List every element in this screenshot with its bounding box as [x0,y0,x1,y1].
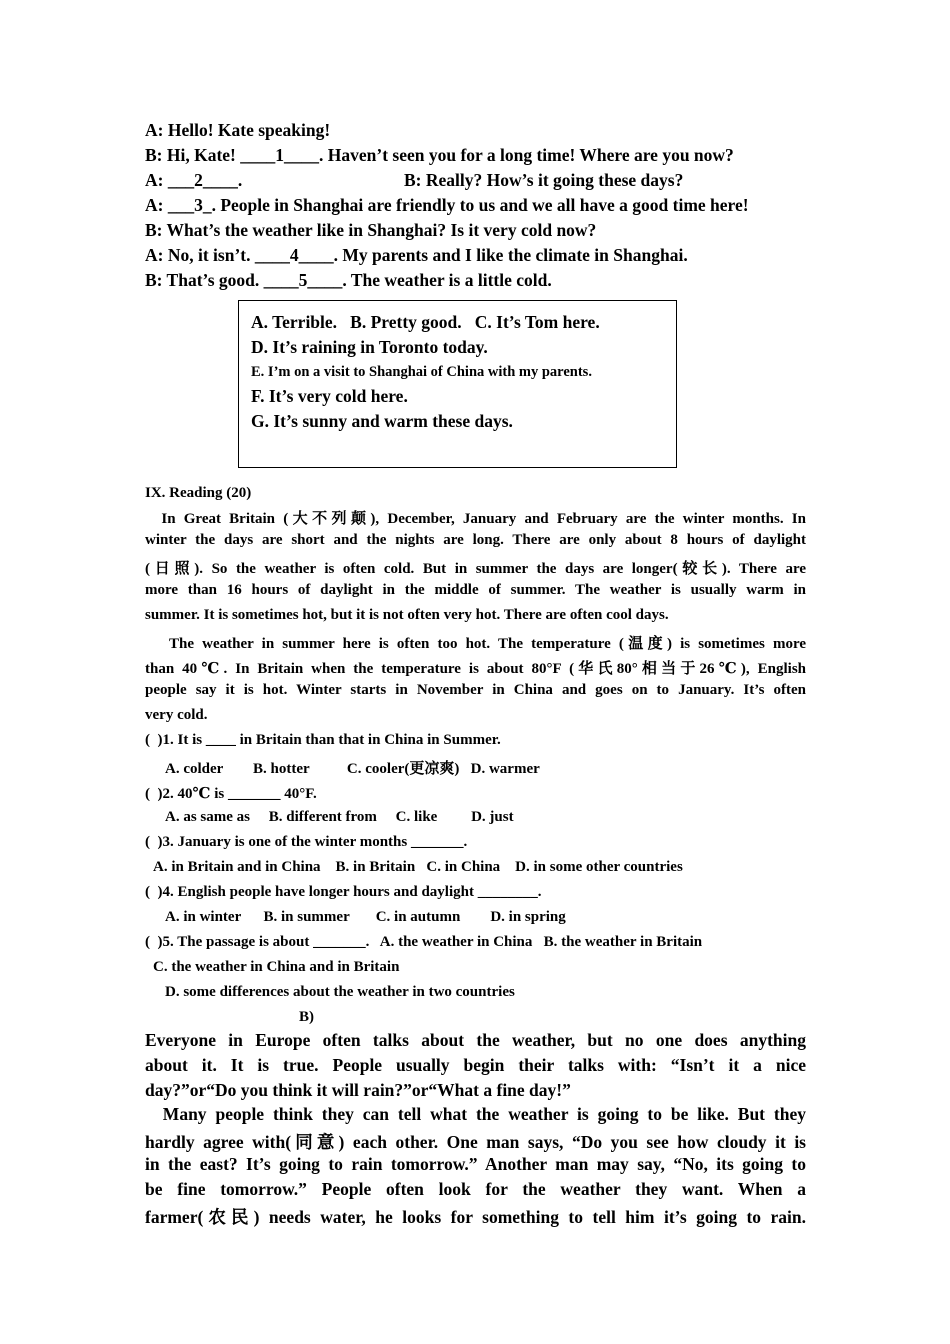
question-4: ( )4. English people have longer hours and daylight ________. [145,884,542,900]
dialogue-line-1: A: Hello! Kate speaking! [145,120,331,140]
option-line-e: E. I’m on a visit to Shanghai of China with my parents. [251,364,592,380]
passage-b-p1-line-1: Everyone in Europe often talks about the weather, but no one does anything [145,1030,806,1050]
question-1: ( )1. It is ____ in Britain than that in China in Summer. [145,732,501,748]
question-5-choice-d: D. some differences about the weather in two countries [165,984,515,1000]
question-4-choices: A. in winter B. in summer C. in autumn D. in spring [165,909,566,925]
reading-p1-line-4: more than 16 hours of daylight in the middle of summer. The weather is usually warm in [145,582,806,598]
question-5-choice-c: C. the weather in China and in Britain [153,959,400,975]
reading-p1-line-1: In Great Britain (大不列颠), December, January and February are the winter months. In [145,511,806,527]
passage-b-p2-line-2: hardly agree with(同意) each other. One man says, “Do you see how cloudy it is [145,1132,806,1152]
dialogue-line-2: B: Hi, Kate! ____1____. Haven’t seen you for a long time! Where are you now? [145,145,734,165]
dialogue-line-6: A: No, it isn’t. ____4____. My parents and I like the climate in Shanghai. [145,245,688,265]
question-1-choices: A. colder B. hotter C. cooler(更凉爽) D. warmer [165,761,540,777]
dialogue-line-5: B: What’s the weather like in Shanghai? Is it very cold now? [145,220,597,240]
option-line-g: G. It’s sunny and warm these days. [251,411,513,431]
question-3-choices: A. in Britain and in China B. in Britain C. in China D. in some other countries [153,859,683,875]
reading-p1-line-5: summer. It is sometimes hot, but it is not often very hot. There are often cool days. [145,607,669,623]
question-2-choices: A. as same as B. different from C. like D. just [165,809,514,825]
question-2: ( )2. 40℃ is _______ 40°F. [145,786,317,802]
reading-p2-line-1: The weather in summer here is often too hot. The temperature (温度) is sometimes more [145,636,806,652]
reading-p2-line-4: very cold. [145,707,208,723]
reading-p2-line-3: people say it is hot. Winter starts in November in China and goes on to January. It’s often [145,682,806,698]
question-3: ( )3. January is one of the winter months _______. [145,834,468,850]
reading-p2-line-2: than 40℃. In Britain when the temperature is about 80°F (华氏80°相当于26℃), English [145,661,806,677]
dialogue-line-7: B: That’s good. ____5____. The weather is a little cold. [145,270,552,290]
reading-heading: IX. Reading (20) [145,485,252,501]
passage-b-p2-line-4: be fine tomorrow.” People often look for the weather they want. When a [145,1179,806,1199]
passage-b-p1-line-3: day?”or“Do you think it will rain?”or“What a fine day!” [145,1080,571,1100]
passage-b-p2-line-5: farmer(农民) needs water, he looks for something to tell him it’s going to rain. [145,1207,806,1227]
option-line-abc: A. Terrible. B. Pretty good. C. It’s Tom here. [251,312,600,332]
dialogue-line-4: A: ___3_. People in Shanghai are friendly to us and we all have a good time here! [145,195,749,215]
question-5: ( )5. The passage is about _______. A. the weather in China B. the weather in Britain [145,934,703,950]
reading-p1-line-3: (日照). So the weather is often cold. But in summer the days are longer(较长). There are [145,561,806,577]
option-line-d: D. It’s raining in Toronto today. [251,337,488,357]
passage-b-p2-line-1: Many people think they can tell what the weather is going to be like. But they [145,1104,806,1124]
passage-b-p1-line-2: about it. It is true. People usually begin their talks with: “Isn’t it a nice [145,1055,806,1075]
passage-b-p2-line-3: in the east? It’s going to rain tomorrow.” Another man may say, “No, its going to [145,1154,806,1174]
option-line-f: F. It’s very cold here. [251,386,408,406]
section-b-label: B) [299,1009,314,1025]
dialogue-line-3a: A: ___2____. [145,170,243,190]
reading-p1-line-2: winter the days are short and the nights are long. There are only about 8 hours of daylight [145,532,806,548]
dialogue-line-3b: B: Really? How’s it going these days? [404,170,684,190]
